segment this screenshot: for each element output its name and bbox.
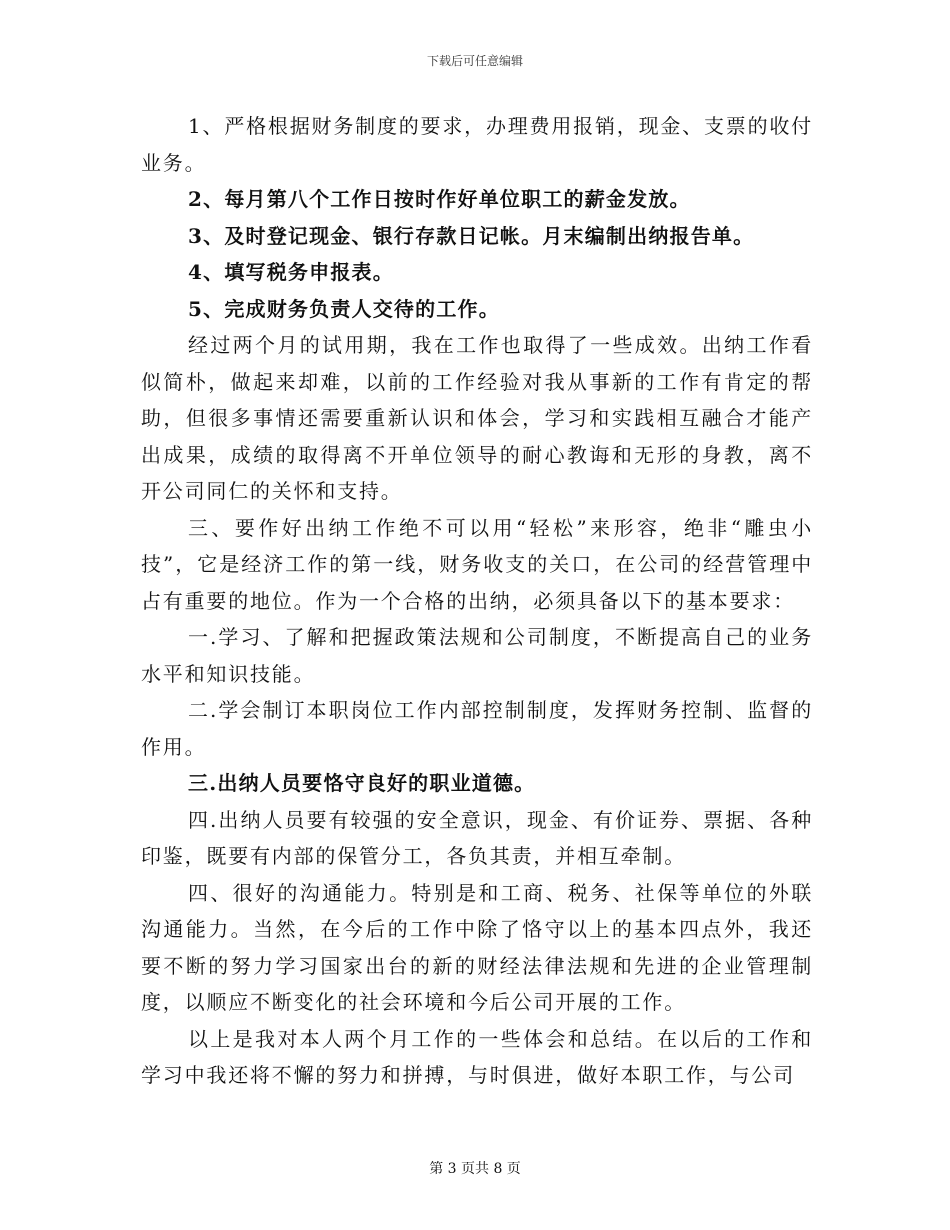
paragraph-11: 四.出纳人员要有较强的安全意识，现金、有价证券、票据、各种印鉴，既要有内部的保管分工，各负其责，并相互牵制。	[141, 807, 813, 868]
page-footer: 第 3 页共 8 页	[429, 1161, 521, 1177]
paragraph-1: 1、严格根据财务制度的要求，办理费用报销，现金、支票的收付业务。	[141, 114, 813, 175]
paragraph-10: 三.出纳人员要恪守良好的职业道德。	[188, 771, 536, 795]
paragraph-12: 四、很好的沟通能力。特别是和工商、税务、社保等单位的外联沟通能力。当然，在今后的工作中除了恪守以上的基本四点外，我还要不断的努力学习国家出台的新的财经法律法规和先进的企业管理制度，以顺应不断变化的社会环境和今后公司开展的工作。	[141, 880, 813, 1014]
paragraph-2: 2、每月第八个工作日按时作好单位职工的薪金发放。	[188, 187, 691, 211]
paragraph-8: 一.学习、了解和把握政策法规和公司制度，不断提高自己的业务水平和知识技能。	[141, 625, 813, 686]
paragraph-9: 二.学会制订本职岗位工作内部控制制度，发挥财务控制、监督的作用。	[141, 698, 813, 759]
paragraph-4: 4、填写税务申报表。	[188, 260, 394, 284]
paragraph-5: 5、完成财务负责人交待的工作。	[188, 296, 500, 321]
paragraph-13: 以上是我对本人两个月工作的一些体会和总结。在以后的工作和学习中我还将不懈的努力和拼搏，与时俱进，做好本职工作，与公司	[141, 1026, 813, 1087]
paragraph-7: 三、要作好出纳工作绝不可以用“轻松”来形容，绝非“雕虫小技”，它是经济工作的第一线，财务收支的关口，在公司的经营管理中占有重要的地位。作为一个合格的出纳，必须具备以下的基本要求：	[141, 515, 813, 613]
paragraph-6: 经过两个月的试用期，我在工作也取得了一些成效。出纳工作看似简朴，做起来却难，以前的工作经验对我从事新的工作有肯定的帮助，但很多事情还需要重新认识和体会，学习和实践相互融合才能产出成果，成绩的取得离不开单位领导的耐心教诲和无形的身教，离不开公司同仁的关怀和支持。	[141, 333, 813, 503]
paragraph-3: 3、及时登记现金、银行存款日记帐。月末编制出纳报告单。	[188, 223, 755, 248]
document-body	[141, 108, 813, 1094]
page-header: 下载后可任意编辑	[426, 54, 523, 68]
